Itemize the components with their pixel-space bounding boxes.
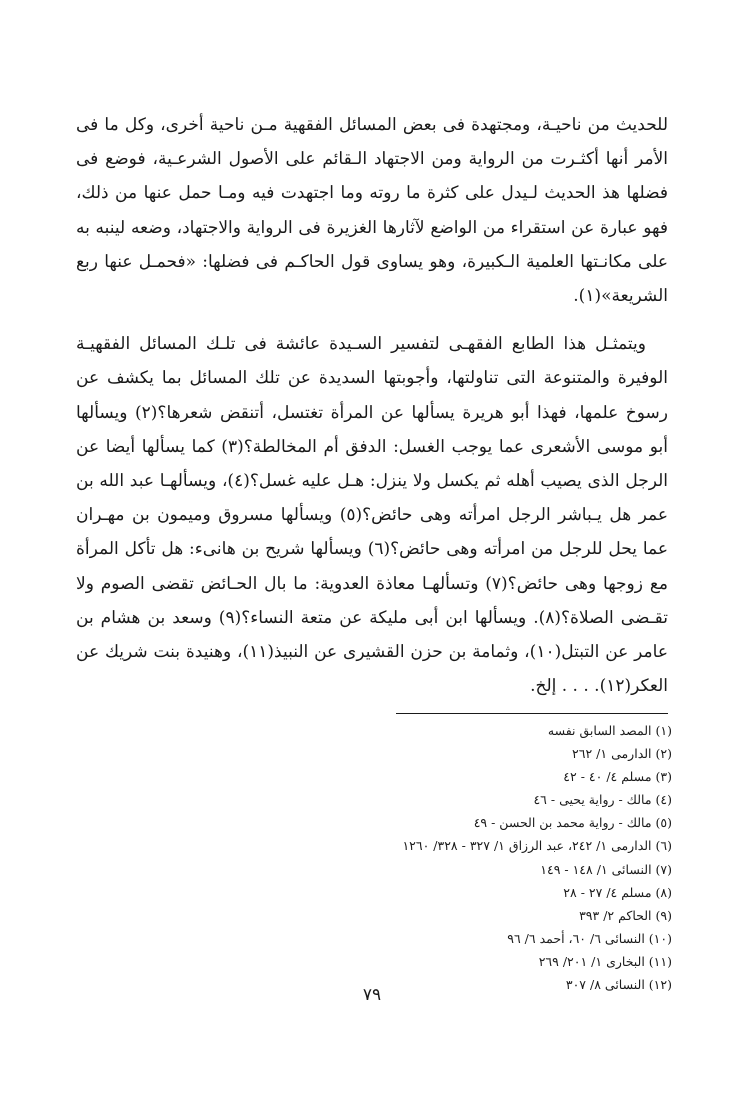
body-paragraph-text: ويتمثـل هذا الطابع الفقهـى لتفسير السـيدة عائشة فى تلـك المسائل الفقهيـة الوفيرة والمتنوعة التى تناولتها، وأجوبتها السديدة عن تلك المسائل بما يكشف عن رسوخ علمها، فهذا أبو هريرة يسألها عن المرأة تغتسل، أتنقض شعرها؟(٢) ويسألها أبو موسى الأشعرى عما يوجب الغسل: الدفق أم المخالطة؟(٣) كما يسألها أيضا عن الرجل الذى يصيب أهله ثم يكسل ولا ينزل: هـل عليه غسل؟(٤)، ويسألهـا عبد الله بن عمر هل يـباشر الرجل امرأته وهى حائض؟(٥) ويسألها مسروق وميمون بن مهـران عما يحل للرجل من امرأته وهى حائض؟(٦) ويسألها شريح بن هانىء: هل تأكل المرأة مع زوجها وهى حائض؟(٧) وتسألهـا معاذة العدوية: ما بال الحـائض تقضى الصوم ولا تقـضى الصلاة؟(٨). ويسألها ابن أبى مليكة عن متعة النساء؟(٩) وسعد بن هشام بن عامر عن التبتل(١٠)، وثمامة بن حزن القشيرى عن النبيذ(١١)، وهنيدة بنت شريك عن العكر(١٢). . . . إلخ. [76, 334, 669, 697]
footnote-separator [396, 713, 668, 714]
footnotes-list [252, 719, 672, 996]
page-number: ٧٩ [362, 985, 382, 1005]
footnote-item: (٩) الحاكم ٢/ ٣٩٣ [579, 907, 672, 923]
footnote-item: (٤) مالك - رواية يحيى - ٤٦ [533, 792, 672, 808]
footnote-item: (١) المصد السابق نفسه [547, 723, 672, 738]
footnote-item: (١٢) النسائى ٨/ ٣٠٧ [565, 977, 672, 993]
main-text [76, 108, 668, 703]
body-paragraph [76, 327, 668, 703]
footnote-item: (٧) النسائى ١/ ١٤٨ - ١٤٩ [540, 861, 672, 877]
footnote-item: (٢) الدارمى ١/ ٢٦٢ [572, 746, 672, 762]
body-paragraph: للحديث من ناحيـة، ومجتهدة فى بعض المسائل الفقهية مـن ناحية أخرى، وكل ما فى الأمر أنها أكثـرت من الرواية ومن الاجتهاد الـقائم على الأصول الشرعـية، فوضع فى فضلها هذ الحديث لـيدل على كثرة ما روته وما اجتهدت فيه ومـا حمل عنها من ذلك، فهو عبارة عن استقراء من الواضع لآثارها الغزيرة فى الرواية والاجتهاد، وضعه لينبه به على مكانـتها العلمية الـكبيرة، وهو يساوى قول الحاكـم فى فضلها: «فحمـل عنها ربع الشريعة»(١). [76, 115, 668, 307]
footnote-item: (١١) البخارى ١/ ٢٠١/ ٢٦٩ [538, 953, 672, 969]
footnote-item: (٥) مالك - رواية محمد بن الحسن - ٤٩ [473, 815, 672, 831]
footnote-item: (٨) مسلم ٤/ ٢٧ - ٢٨ [563, 884, 672, 900]
footnote-item: (٦) الدارمى ١/ ٢٤٢، عبد الرزاق ١/ ٣٢٧ - ٣٢٨/ ١٢٦٠ [402, 838, 672, 854]
footnote-item: (٣) مسلم ٤/ ٤٠ - ٤٢ [563, 769, 672, 785]
footnote-item: (١٠) النسائى ٦/ ٦٠، أحمد ٦/ ٩٦ [507, 930, 672, 946]
